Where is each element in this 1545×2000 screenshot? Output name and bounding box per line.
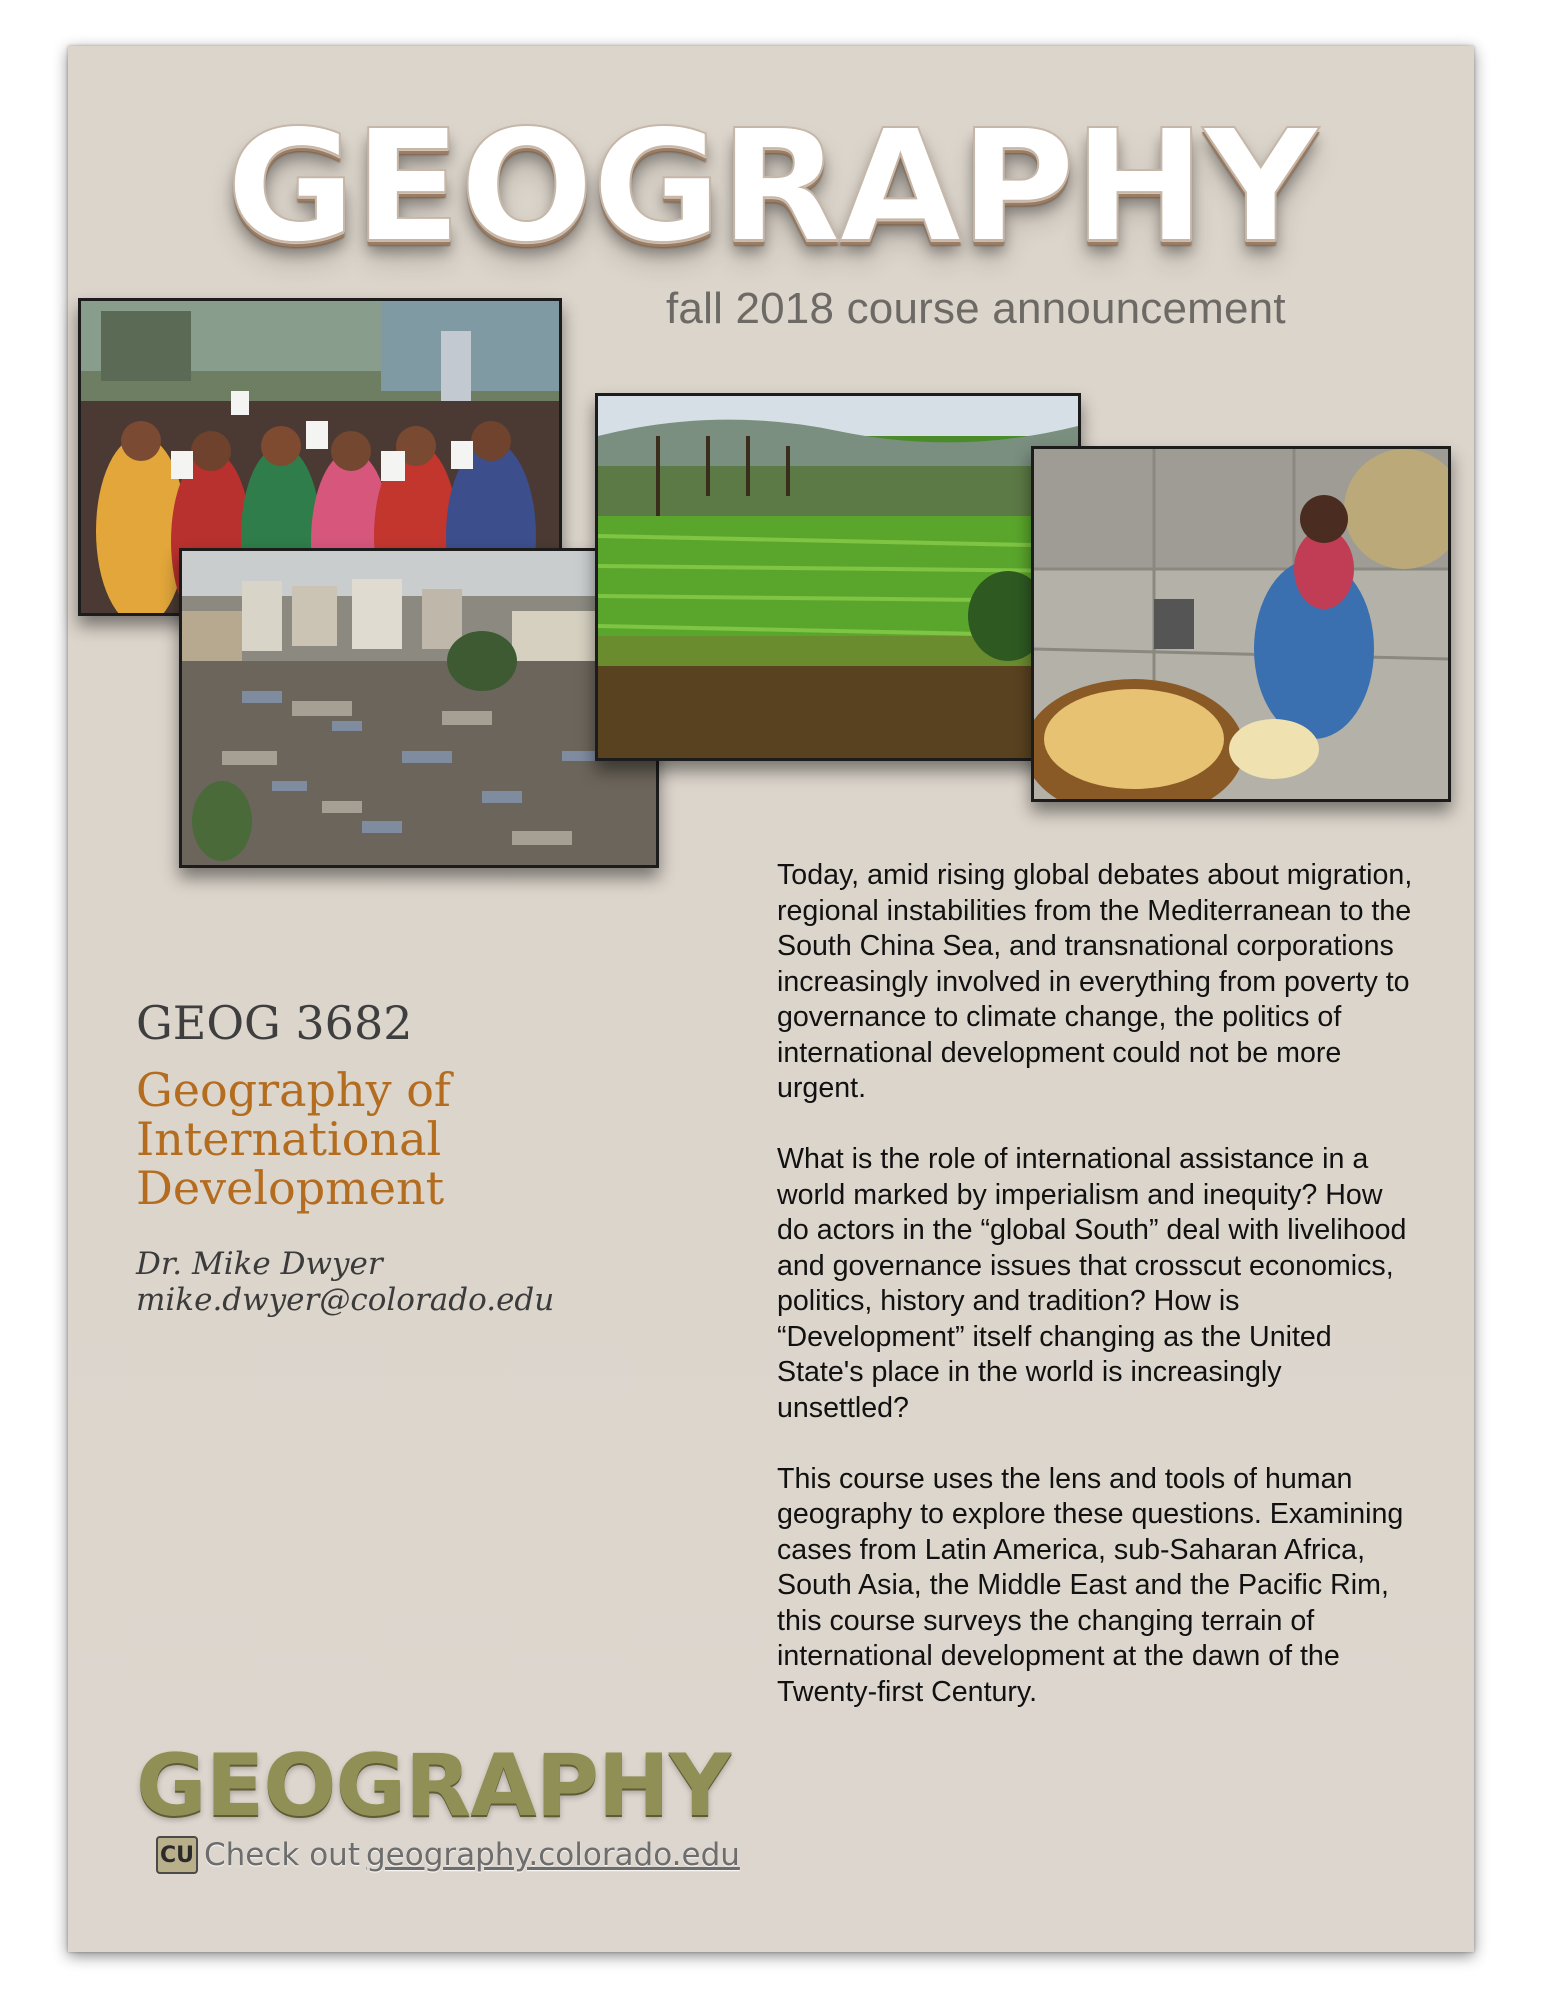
course-description — [777, 858, 1417, 1746]
page-title: GEOGRAPHY — [225, 96, 1316, 278]
description-paragraph: This course uses the lens and tools of human geography to explore these questions. Examining cases from Latin America, sub-Saharan Africa, South Asia, the Middle East and the Pacific Rim, this course surveys the changing terrain of international development at the dawn of the Twenty-first Century. — [777, 1462, 1404, 1708]
city-slum-rooftops-photo — [179, 548, 659, 868]
course-title-line: Geography of — [136, 1063, 451, 1117]
website-callout — [156, 1836, 740, 1874]
instructor-name: Dr. Mike Dwyer — [136, 1246, 383, 1282]
course-code: GEOG 3682 — [136, 996, 413, 1050]
green-terraced-fields-photo — [595, 393, 1081, 761]
check-out-label: Check out — [204, 1837, 360, 1873]
cu-buffalo-icon: CU — [156, 1836, 198, 1874]
page-subtitle: fall 2018 course announcement — [666, 284, 1286, 333]
description-paragraph: What is the role of international assistance in a world marked by imperialism and inequity? How do actors in the “global South” deal with livelihood and governance issues that crosscut economics, politics, history and tradition? How is “Development” itself changing as the United State's place in the world is increasingly unsettled? — [777, 1143, 1407, 1424]
website-link[interactable]: geography.colorado.edu — [365, 1837, 740, 1873]
geography-logo: GEOGRAPHY — [136, 1736, 731, 1836]
instructor-email[interactable]: mike.dwyer@colorado.edu — [136, 1282, 555, 1318]
poster — [68, 46, 1474, 1952]
woman-cooking-street-photo — [1031, 446, 1451, 802]
description-paragraph: Today, amid rising global debates about migration, regional instabilities from the Mediterranean to the South China Sea, and transnational corporations increasingly involved in everything from poverty to governance to climate change, the politics of international development could not be more urgent. — [777, 859, 1413, 1104]
course-title — [136, 1063, 536, 1215]
instructor-block — [136, 1246, 554, 1318]
course-title-line: International — [136, 1112, 442, 1166]
course-title-line: Development — [136, 1161, 445, 1215]
